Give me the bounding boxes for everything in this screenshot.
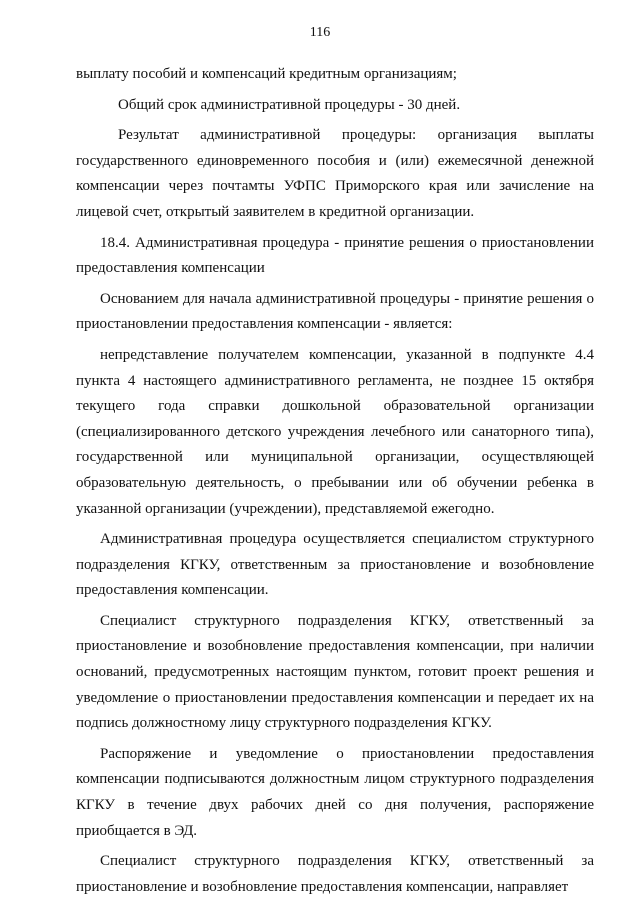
paragraph-specialist-prepares: Специалист структурного подразделения КГКУ, ответственный за приостановление и возобновление предоставления компенсации, при наличии оснований, предусмотренных настоящим пунктом, готовит проект решения и уведомление о приостановлении предоставления компенсации и передает их на подпись должностному лицу структурного подразделения КГКУ. <box>76 612 594 732</box>
paragraph-grounds: Основанием для начала административной процедуры - принятие решения о приостановлении предоставления компенсации - является: <box>76 290 594 333</box>
paragraph-order-signing: Распоряжение и уведомление о приостановлении предоставления компенсации подписываются должностным лицом структурного подразделения КГКУ в течение двух рабочих дней со дня получения, распоряжение приобщается в ЭД. <box>76 745 594 839</box>
paragraph-duration: Общий срок административной процедуры - 30 дней. <box>118 96 461 113</box>
paragraph-procedure-executor: Административная процедура осуществляется специалистом структурного подразделения КГКУ, ответственным за приостановление и возобновление предоставления компенсации. <box>76 531 594 599</box>
paragraph-continuation: выплату пособий и компенсаций кредитным организациям; <box>76 66 457 82</box>
paragraph-specialist-sends: Специалист структурного подразделения КГКУ, ответственный за приостановление и возобновление предоставления компенсации, направляет <box>76 853 594 895</box>
document-body <box>76 62 594 900</box>
section-heading-18-4: 18.4. Административная процедура - принятие решения о приостановлении предоставления компенсации <box>76 234 594 277</box>
paragraph-result: Результат административной процедуры: организация выплаты государственного единовременного пособия и (или) ежемесячной денежной компенсации через почтамты УФПС Приморского края или зачисление на лицевой счет, открытый заявителем в кредитной организации. <box>76 127 594 220</box>
page-number: 116 <box>309 25 331 40</box>
paragraph-nonsubmission: непредставление получателем компенсации, указанной в подпункте 4.4 пункта 4 настоящего административного регламента, не позднее 15 октября текущего года справки дошкольной образовательной организации (специализированного детского учреждения лечебного или санаторного типа), государственной или муниципальной организации, осуществляющей образовательную деятельность, о пребывании или об обучении ребенка в указанной организации (учреждении), представляемой ежегодно. <box>76 346 594 517</box>
